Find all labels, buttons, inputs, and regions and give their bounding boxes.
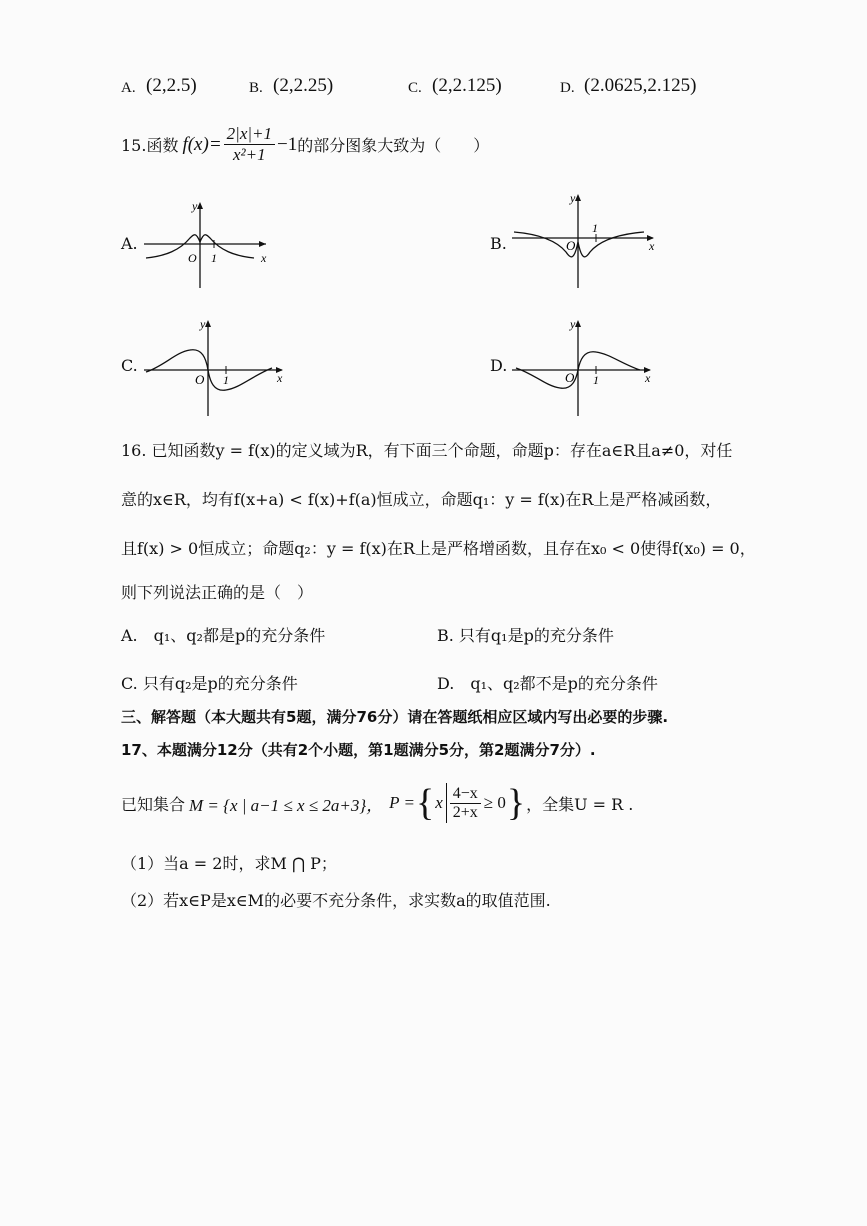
- q17-set-p-lhs: P =: [389, 793, 415, 812]
- q17-given-prefix: 已知集合: [121, 794, 186, 814]
- q16-line-3: 且f(x) > 0恒成立；命题q₂：y = f(x)在R上是严格增函数，且存在x₀ < 0使得f(x₀) = 0，: [121, 539, 756, 558]
- graph-c-x-label: x: [277, 371, 283, 385]
- q17-heading: 17、本题满分12分（共有2个小题，第1题满分5分，第2题满分7分）.: [121, 741, 596, 759]
- q15-func-lhs: f(x)=: [182, 133, 222, 155]
- q17-set-m: M = {x | a−1 ≤ x ≤ 2a+3}，: [189, 795, 384, 815]
- q17-frac-denominator: 2+x: [452, 803, 478, 821]
- q17-part-2: （2）若x∈P是x∈M的必要不充分条件，求实数a的取值范围.: [121, 891, 551, 910]
- q17-universe: ，全集U = R .: [526, 794, 634, 814]
- section-3-heading: 三、解答题（本大题共有5题，满分76分）请在答题纸相应区域内写出必要的步骤.: [121, 708, 669, 726]
- graph-b-label: B.: [490, 234, 507, 253]
- graph-a-origin: O: [188, 251, 197, 265]
- q15-frac-denominator: x²+1: [233, 145, 266, 164]
- q15-fraction: [224, 124, 275, 165]
- q16-option-d: D. q₁、q₂都不是p的充分条件: [437, 674, 658, 693]
- q15-suffix: 的部分图象大致为（ ）: [297, 136, 490, 155]
- q16-option-c: C. 只有q₂是p的充分条件: [121, 674, 298, 693]
- q16-line-1: 16. 已知函数y = f(x)的定义域为R，有下面三个命题，命题p：存在a∈R且a≠0，对任: [121, 441, 733, 460]
- q14-option-d-letter: D.: [560, 80, 575, 96]
- q14-option-a-letter: A.: [121, 80, 136, 96]
- graph-d: [508, 314, 658, 418]
- q14-option-b-letter: B.: [249, 80, 263, 96]
- graph-b-one: 1: [592, 221, 598, 235]
- q16-option-a: A. q₁、q₂都是p的充分条件: [121, 626, 326, 645]
- graph-b: [508, 186, 660, 290]
- graph-b-origin: O: [566, 238, 576, 253]
- graph-c-one: 1: [223, 373, 229, 387]
- q16-line-4: 则下列说法正确的是（ ）: [121, 583, 314, 602]
- q14-option-d-value: (2.0625,2.125): [584, 75, 697, 96]
- q17-p-fraction: [450, 785, 481, 822]
- graph-c-origin: O: [195, 372, 205, 387]
- graph-a-label: A.: [121, 234, 138, 253]
- q16-line-2: 意的x∈R，均有f(x+a) < f(x)+f(a)恒成立，命题q₁：y = f(x)在R上是严格减函数，: [121, 490, 722, 509]
- graph-a-one: 1: [211, 251, 217, 265]
- q15-stem: [121, 124, 489, 165]
- q15-frac-numerator: 2|x|+1: [224, 124, 275, 145]
- q16-option-b: B. 只有q₁是p的充分条件: [437, 626, 614, 645]
- q17-frac-numerator: 4−x: [450, 785, 481, 804]
- left-brace-icon: {: [415, 782, 435, 824]
- right-brace-icon: }: [506, 782, 526, 824]
- q15-prefix: 15.函数: [121, 136, 179, 155]
- graph-d-x-label: x: [645, 371, 651, 385]
- q15-tail: −1: [277, 133, 298, 155]
- q17-set-p-var: x: [435, 793, 443, 812]
- graph-c-y-label: y: [200, 317, 206, 331]
- graph-a-y-label: y: [192, 199, 198, 213]
- q14-option-c-letter: C.: [408, 80, 422, 96]
- graph-b-y-label: y: [570, 191, 576, 205]
- q14-option-b-value: (2,2.25): [273, 75, 334, 96]
- q17-given: [121, 780, 633, 826]
- graph-a: [140, 198, 280, 290]
- graph-b-x-label: x: [649, 239, 655, 253]
- graph-c: [140, 314, 290, 418]
- graph-d-label: D.: [490, 356, 508, 375]
- q14-option-c-value: (2,2.125): [432, 75, 502, 96]
- q17-part-1: （1）当a = 2时，求M ⋂ P；: [121, 854, 337, 873]
- graph-a-x-label: x: [261, 251, 267, 265]
- graph-d-one: 1: [593, 373, 599, 387]
- graph-d-origin: O: [565, 370, 575, 385]
- graph-c-label: C.: [121, 356, 138, 375]
- q17-set-p-cond: ≥ 0: [483, 793, 506, 812]
- q14-option-a-value: (2,2.5): [146, 75, 197, 96]
- graph-d-y-label: y: [570, 317, 576, 331]
- set-divider: [446, 783, 447, 823]
